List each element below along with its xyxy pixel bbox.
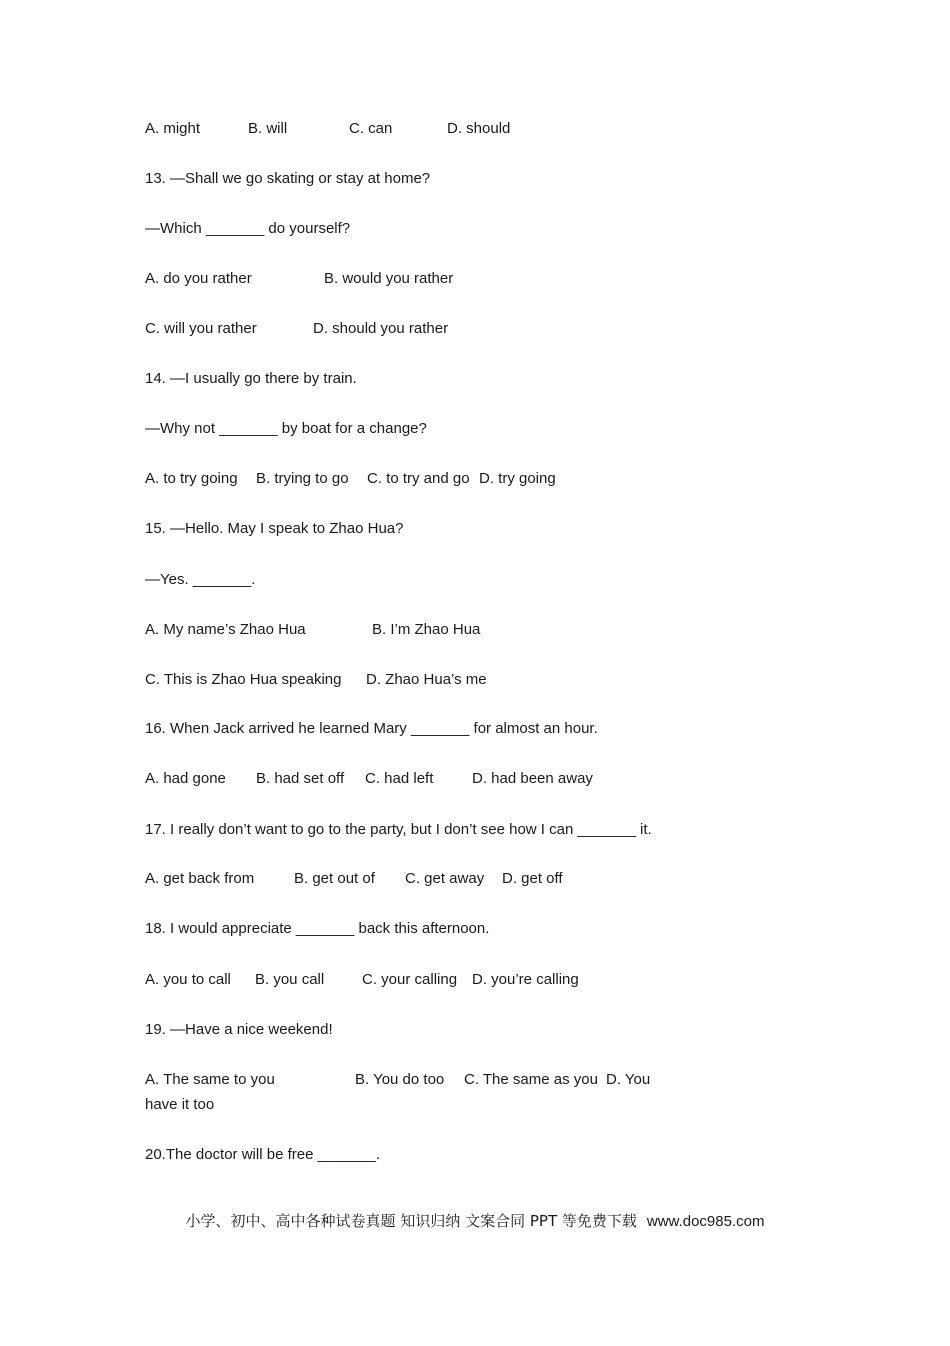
q19-question: 19. —Have a nice weekend!	[145, 1021, 333, 1038]
q13-question: 13. —Shall we go skating or stay at home?	[145, 170, 431, 187]
q12-option-c: C. can	[349, 120, 393, 137]
q15-option-a: A. My name’s Zhao Hua	[145, 621, 306, 638]
q14-option-b: B. trying to go	[256, 470, 349, 487]
q12-option-a: A. might	[145, 120, 201, 137]
q15-question: 15. —Hello. May I speak to Zhao Hua?	[145, 520, 404, 537]
q18-option-a: A. you to call	[145, 971, 231, 988]
footer-text: 小学、初中、高中各种试卷真题 知识归纳 文案合同 PPT 等免费下载	[185, 1212, 637, 1230]
q17-question: 17. I really don’t want to go to the party, but I don’t see how I can _______ it.	[145, 821, 652, 838]
q19-option-d: D. You	[606, 1071, 651, 1088]
q20-question: 20.The doctor will be free _______.	[145, 1146, 381, 1163]
footer-url[interactable]: www.doc985.com	[646, 1213, 765, 1230]
q13-option-c: C. will you rather	[145, 320, 257, 337]
q16-option-c: C. had left	[365, 770, 434, 787]
q12-option-b: B. will	[248, 120, 288, 137]
footer	[176, 1191, 764, 1232]
q12-option-d: D. should	[447, 120, 511, 137]
q15-reply: —Yes. _______.	[145, 571, 256, 588]
q13-reply: —Which _______ do yourself?	[145, 220, 351, 237]
q14-option-d: D. try going	[479, 470, 556, 487]
q17-option-d: D. get off	[502, 870, 563, 887]
q16-option-b: B. had set off	[256, 770, 345, 787]
q15-option-d: D. Zhao Hua’s me	[366, 671, 487, 688]
q17-option-c: C. get away	[405, 870, 485, 887]
q14-question: 14. —I usually go there by train.	[145, 370, 357, 387]
q17-option-b: B. get out of	[294, 870, 375, 887]
q19-option-b: B. You do too	[355, 1071, 445, 1088]
q18-option-d: D. you’re calling	[472, 971, 579, 988]
q19-option-c: C. The same as you	[464, 1071, 598, 1088]
q16-question: 16. When Jack arrived he learned Mary _______ for almost an hour.	[145, 720, 598, 737]
q18-option-b: B. you call	[255, 971, 325, 988]
q18-question: 18. I would appreciate _______ back this afternoon.	[145, 920, 490, 937]
q14-reply: —Why not _______ by boat for a change?	[145, 420, 427, 437]
q14-option-c: C. to try and go	[367, 470, 470, 487]
q19-option-d-continued: have it too	[145, 1096, 215, 1113]
q13-option-d: D. should you rather	[313, 320, 449, 337]
q14-option-a: A. to try going	[145, 470, 238, 487]
q19-option-a: A. The same to you	[145, 1071, 275, 1088]
q15-option-c: C. This is Zhao Hua speaking	[145, 671, 342, 688]
q16-option-a: A. had gone	[145, 770, 226, 787]
q13-option-b: B. would you rather	[324, 270, 454, 287]
q15-option-b: B. I’m Zhao Hua	[372, 621, 481, 638]
q16-option-d: D. had been away	[472, 770, 593, 787]
q18-option-c: C. your calling	[362, 971, 458, 988]
q17-option-a: A. get back from	[145, 870, 255, 887]
q13-option-a: A. do you rather	[145, 270, 252, 287]
